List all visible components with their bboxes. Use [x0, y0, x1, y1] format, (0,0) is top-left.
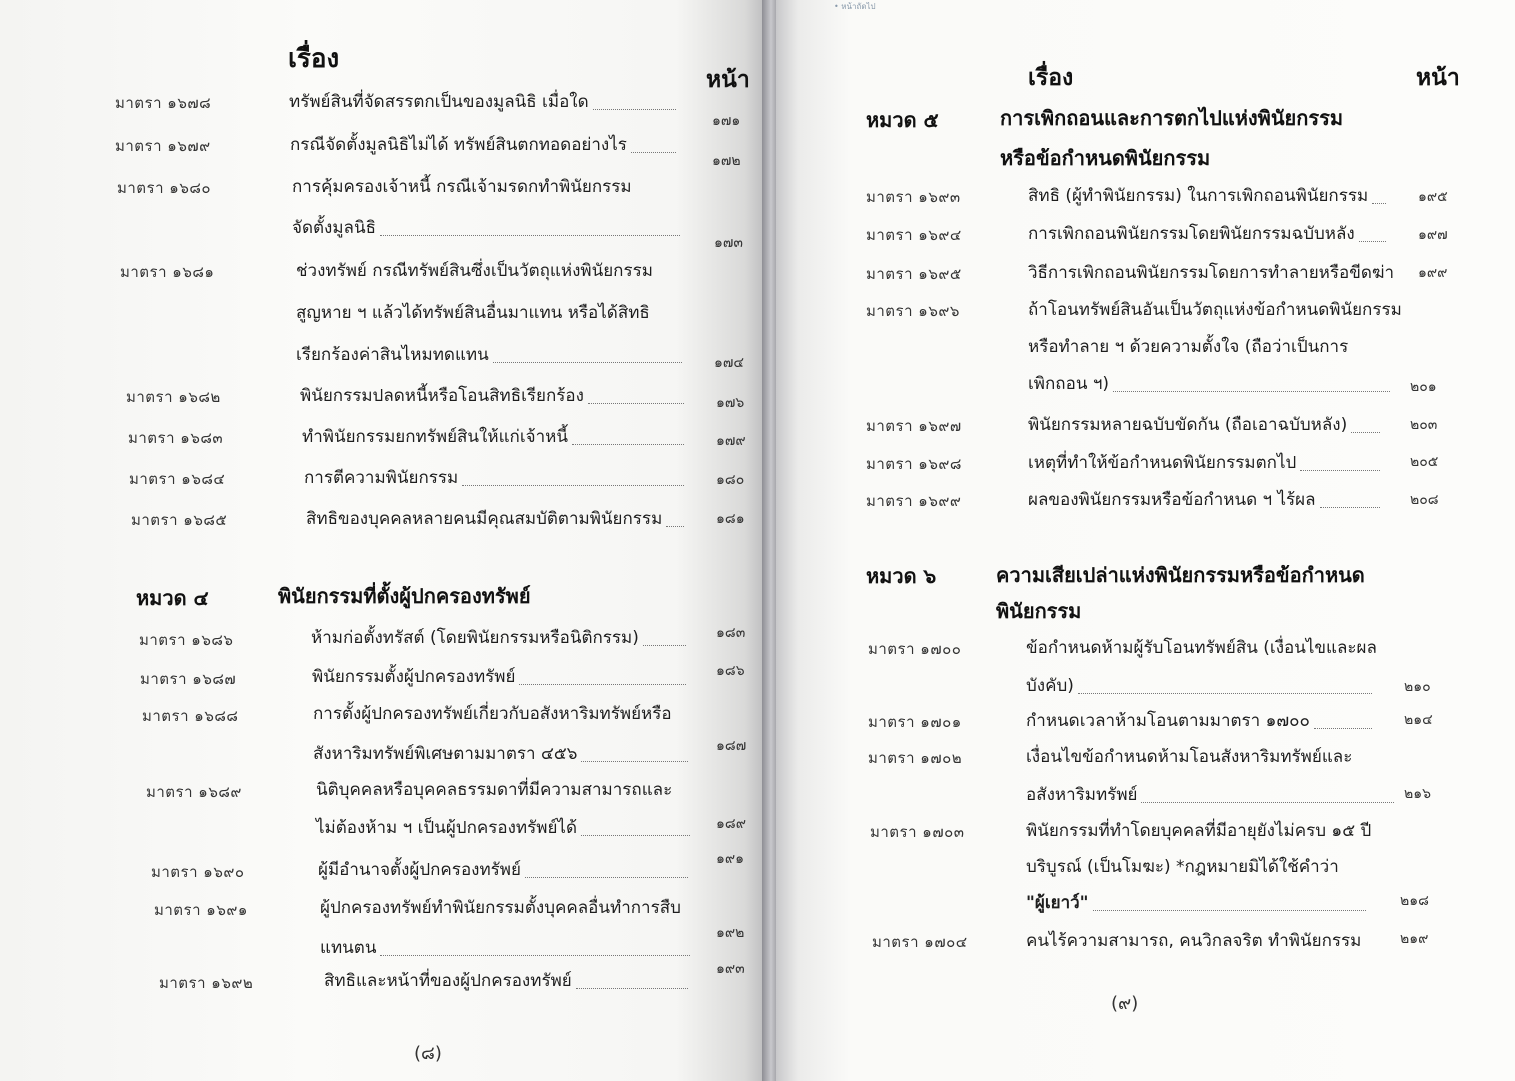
leader-dots — [593, 109, 676, 110]
leader-dots — [519, 684, 686, 685]
entry-title-line: เพิกถอน ฯ) — [1028, 374, 1110, 394]
page-number: ๒๑๘ — [1400, 893, 1429, 909]
leader-dots — [525, 877, 688, 878]
entry-title-line: ไม่ต้องห้าม ฯ เป็นผู้ปกครองทรัพย์ได้ — [316, 818, 577, 838]
page-number: ๒๑๐ — [1404, 679, 1431, 695]
section-number: มาตรา ๑๖๙๗ — [866, 417, 962, 435]
leader-dots — [1372, 203, 1386, 204]
entry-title-line: พินัยกรรมปลดหนี้หรือโอนสิทธิเรียกร้อง — [300, 386, 584, 406]
chapter-label: หมวด ๔ — [136, 586, 209, 610]
entry-title-line: การเพิกถอนพินัยกรรมโดยพินัยกรรมฉบับหลัง — [1028, 224, 1355, 244]
section-number: มาตรา ๑๗๐๔ — [872, 933, 968, 951]
leader-dots — [631, 152, 676, 153]
section-number: มาตรา ๑๖๘๔ — [129, 470, 226, 488]
page-number: ๑๙๗ — [1418, 227, 1448, 243]
section-number: มาตรา ๑๖๘๕ — [131, 511, 228, 529]
entry-title-line: ห้ามก่อตั้งทรัสต์ (โดยพินัยกรรมหรือนิติกรรม) — [311, 628, 639, 648]
column-header-topic: เรื่อง — [288, 44, 340, 74]
section-number: มาตรา ๑๖๗๘ — [115, 94, 212, 112]
entry-title-line: สังหาริมทรัพย์พิเศษตามมาตรา ๔๕๖ — [313, 744, 578, 764]
section-number: มาตรา ๑๖๙๙ — [866, 492, 962, 510]
section-number: มาตรา ๑๗๐๑ — [868, 713, 962, 731]
page-footer-number: (๘) — [414, 1043, 442, 1064]
section-number: มาตรา ๑๖๗๙ — [115, 137, 211, 155]
leader-dots — [666, 526, 684, 527]
entry-title-line: ผู้ปกครองทรัพย์ทำพินัยกรรมตั้งบุคคลอื่นทำการสืบ — [320, 898, 681, 918]
page-number: ๒๐๑ — [1410, 379, 1437, 395]
section-number: มาตรา ๑๗๐๒ — [868, 749, 963, 767]
leader-dots — [1351, 432, 1380, 433]
entry-title-line: ผู้มีอำนาจตั้งผู้ปกครองทรัพย์ — [318, 860, 521, 880]
entry-title-line: ถ้าโอนทรัพย์สินอันเป็นวัตถุแห่งข้อกำหนดพินัยกรรม — [1028, 300, 1402, 320]
page-number: ๑๙๓ — [716, 961, 745, 977]
leader-dots — [380, 955, 690, 956]
page-number: ๑๘๙ — [716, 816, 746, 832]
entry-title-line: ข้อกำหนดห้ามผู้รับโอนทรัพย์สิน (เงื่อนไขและผล — [1026, 638, 1377, 658]
entry-title-line: เรียกร้องค่าสินไหมทดแทน — [296, 345, 489, 365]
page-number: ๑๘๐ — [716, 472, 745, 488]
leader-dots — [588, 403, 684, 404]
section-number: มาตรา ๑๖๙๓ — [866, 188, 961, 206]
leader-dots — [643, 645, 686, 646]
leader-dots — [581, 761, 688, 762]
page-footer-number: (๙) — [1111, 993, 1139, 1014]
section-number: มาตรา ๑๖๘๓ — [128, 429, 224, 447]
leader-dots — [462, 485, 684, 486]
section-number: มาตรา ๑๖๙๐ — [151, 863, 245, 881]
section-number: มาตรา ๑๖๙๘ — [866, 455, 962, 473]
page-number: ๑๗๔ — [714, 355, 745, 371]
column-header-topic: เรื่อง — [1028, 65, 1074, 91]
chapter-label: หมวด ๖ — [866, 564, 937, 588]
leader-dots — [380, 235, 680, 236]
section-number: มาตรา ๑๖๘๖ — [139, 631, 234, 649]
entry-title-line: กำหนดเวลาห้ามโอนตามมาตรา ๑๗๐๐ — [1026, 711, 1310, 731]
entry-title-line: หรือทำลาย ฯ ด้วยความตั้งใจ (ถือว่าเป็นการ — [1028, 337, 1349, 357]
page-number: ๑๙๙ — [1418, 265, 1448, 281]
page-number: ๑๗๙ — [716, 433, 746, 449]
entry-title-line: อสังหาริมทรัพย์ — [1026, 785, 1138, 805]
chapter-title-line: การเพิกถอนและการตกไปแห่งพินัยกรรม — [1000, 106, 1344, 130]
leader-dots — [581, 835, 690, 836]
page-number: ๑๙๒ — [716, 925, 745, 941]
entry-title-line: เหตุที่ทำให้ข้อกำหนดพินัยกรรมตกไป — [1028, 453, 1297, 473]
entry-title-line: สูญหาย ฯ แล้วได้ทรัพย์สินอื่นมาแทน หรือได้สิทธิ — [296, 303, 650, 323]
page-number: ๒๐๕ — [1410, 454, 1439, 470]
page-number: ๒๑๙ — [1400, 931, 1429, 947]
section-number: มาตรา ๑๖๙๔ — [866, 226, 962, 244]
section-number: มาตรา ๑๖๘๘ — [142, 707, 239, 725]
entry-title-line: นิติบุคคลหรือบุคคลธรรมดาที่มีความสามารถและ — [316, 780, 673, 800]
leader-dots — [493, 362, 682, 363]
page-number: ๒๐๓ — [1410, 417, 1438, 433]
section-number: มาตรา ๑๖๘๐ — [117, 179, 212, 197]
entry-title-line: ทรัพย์สินที่จัดสรรตกเป็นของมูลนิธิ เมื่อใด — [289, 92, 589, 112]
leader-dots — [1314, 728, 1372, 729]
section-number: มาตรา ๑๗๐๐ — [868, 640, 962, 658]
section-number: มาตรา ๑๖๙๑ — [154, 901, 248, 919]
page-number: ๑๗๖ — [716, 395, 745, 411]
leader-dots — [572, 444, 684, 445]
page-number: ๒๑๔ — [1404, 712, 1433, 728]
corner-mark: • หน้าถัดไป — [834, 2, 876, 11]
leader-dots — [1320, 507, 1380, 508]
chapter-title-line: พินัยกรรม — [996, 599, 1082, 623]
entry-title-line: พินัยกรรมหลายฉบับขัดกัน (ถือเอาฉบับหลัง) — [1028, 415, 1348, 435]
leader-dots — [576, 988, 688, 989]
entry-title-line: เงื่อนไขข้อกำหนดห้ามโอนสังหาริมทรัพย์และ — [1026, 747, 1353, 767]
section-number: มาตรา ๑๖๙๖ — [866, 302, 960, 320]
entry-title-line: สิทธิและหน้าที่ของผู้ปกครองทรัพย์ — [324, 971, 572, 991]
page-number: ๑๗๑ — [712, 113, 741, 129]
entry-title-line: จัดตั้งมูลนิธิ — [292, 218, 376, 238]
entry-title-line: การตีความพินัยกรรม — [304, 468, 459, 488]
right-page — [776, 0, 1515, 1081]
section-number: มาตรา ๑๖๘๑ — [120, 263, 215, 281]
entry-title-line: แทนตน — [320, 938, 377, 958]
leader-dots — [1300, 470, 1380, 471]
page-number: ๑๗๒ — [712, 153, 741, 169]
page-number: ๒๐๘ — [1410, 492, 1439, 508]
chapter-label: หมวด ๕ — [866, 108, 939, 132]
page-number: ๑๙๕ — [1418, 189, 1448, 205]
section-number: มาตรา ๑๖๘๒ — [126, 388, 221, 406]
section-number: มาตรา ๑๖๙๕ — [866, 265, 962, 283]
chapter-title-line: ความเสียเปล่าแห่งพินัยกรรมหรือข้อกำหนด — [996, 563, 1365, 587]
section-number: มาตรา ๑๖๘๙ — [146, 783, 242, 801]
leader-dots — [1093, 910, 1366, 911]
entry-title-line: บังคับ) — [1026, 676, 1074, 696]
entry-title-line: กรณีจัดตั้งมูลนิธิไม่ได้ ทรัพย์สินตกทอดอย่างไร — [290, 135, 627, 155]
entry-title-line: พินัยกรรมที่ทำโดยบุคคลที่มีอายุยังไม่ครบ ๑๕ ปี — [1026, 821, 1372, 841]
chapter-title-line: หรือข้อกำหนดพินัยกรรม — [1000, 146, 1211, 170]
section-number: มาตรา ๑๖๘๗ — [140, 670, 237, 688]
entry-title-line: "ผู้เยาว์" — [1026, 893, 1089, 913]
entry-title-line: สิทธิของบุคคลหลายคนมีคุณสมบัติตามพินัยกรรม — [306, 509, 663, 529]
page-number: ๑๘๖ — [716, 663, 745, 679]
page-number: ๑๘๗ — [716, 738, 747, 754]
entry-title-line: การคุ้มครองเจ้าหนี้ กรณีเจ้ามรดกทำพินัยกรรม — [292, 177, 632, 197]
entry-title-line: พินัยกรรมตั้งผู้ปกครองทรัพย์ — [312, 667, 516, 687]
entry-title-line: บริบูรณ์ (เป็นโมฆะ) *กฎหมายมิได้ใช้คำว่า — [1026, 857, 1339, 877]
page-number: ๑๘๑ — [716, 511, 745, 527]
leader-dots — [1078, 693, 1372, 694]
column-header-page: หน้า — [706, 67, 750, 93]
page-number: ๑๙๑ — [716, 851, 745, 867]
chapter-title: พินัยกรรมที่ตั้งผู้ปกครองทรัพย์ — [278, 584, 531, 608]
page-number: ๒๑๖ — [1404, 786, 1432, 802]
entry-title-line: การตั้งผู้ปกครองทรัพย์เกี่ยวกับอสังหาริมทรัพย์หรือ — [313, 704, 672, 724]
column-header-page: หน้า — [1416, 65, 1460, 91]
leader-dots — [1359, 241, 1386, 242]
entry-title-line: ผลของพินัยกรรมหรือข้อกำหนด ฯ ไร้ผล — [1028, 490, 1316, 510]
leader-dots — [1113, 391, 1390, 392]
section-number: มาตรา ๑๖๙๒ — [159, 974, 254, 992]
page-number: ๑๗๓ — [714, 235, 743, 251]
entry-title-line: สิทธิ (ผู้ทำพินัยกรรม) ในการเพิกถอนพินัยกรรม — [1028, 186, 1369, 206]
page-number: ๑๘๓ — [716, 625, 746, 641]
entry-title-line: วิธีการเพิกถอนพินัยกรรมโดยการทำลายหรือขีดฆ่า — [1028, 263, 1395, 283]
entry-title-line: ทำพินัยกรรมยกทรัพย์สินให้แก่เจ้าหนี้ — [302, 427, 568, 447]
section-number: มาตรา ๑๗๐๓ — [870, 823, 965, 841]
leader-dots — [1141, 802, 1394, 803]
entry-title-line: คนไร้ความสามารถ, คนวิกลจริต ทำพินัยกรรม — [1026, 931, 1362, 951]
entry-title-line: ช่วงทรัพย์ กรณีทรัพย์สินซึ่งเป็นวัตถุแห่งพินัยกรรม — [296, 261, 653, 281]
